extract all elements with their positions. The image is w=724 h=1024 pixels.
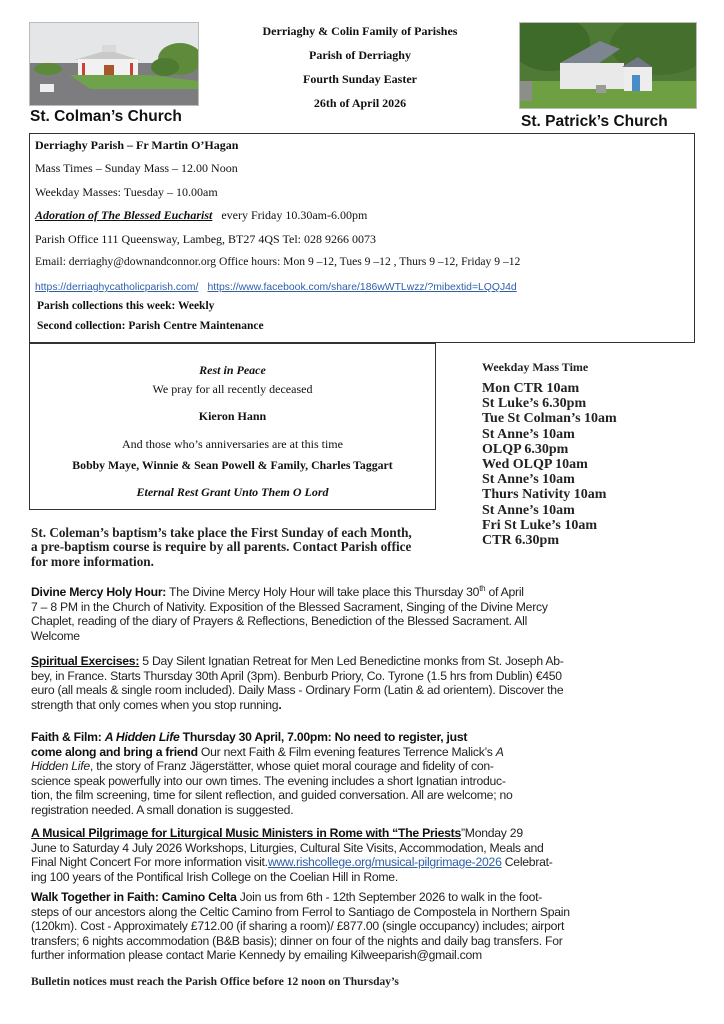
notice-text: steps of our ancestors along the Celtic Camino from Ferrol to Santiago de Compostela in Northern Spain [31,904,570,919]
bulletin-deadline-note: Bulletin notices must reach the Parish Office before 12 noon on Thursday’s [31,976,399,988]
divine-mercy-notice [31,585,691,643]
bulletin-date: 26th of April 2026 [313,96,407,110]
notice-text: Celebrat- [501,855,553,870]
liturgical-sunday: Fourth Sunday Easter [302,72,418,86]
notice-text: (120km). Cost - Approximately £712.00 (if sharing a room)/ £877.00 (single occupancy) includes; airport [31,919,565,934]
parish-info-box [29,133,695,343]
weekday-mass-item: Thurs Nativity 10am [482,487,607,503]
rest-in-peace-box [29,343,436,510]
notice-text: 7 – 8 PM in the Church of Nativity. Exposition of the Blessed Sacrament, Singing of the Divine Mercy [31,599,548,614]
facebook-link[interactable]: https://www.facebook.com/share/186wWTLwzz/?mibextid=LQQJ4d [207,282,517,293]
spiritual-exercises-title: Spiritual Exercises: [31,654,140,668]
sunday-mass-times: Mass Times – Sunday Mass – 12.00 Noon [35,161,238,175]
notice-text: , the story of Franz Jägerstätter, whose quiet moral courage and fidelity of con- [89,759,494,774]
spiritual-exercises-notice [31,654,691,712]
weekday-mass-title: Weekday Mass Time [482,360,589,374]
weekday-mass-item: Mon CTR 10am [482,381,580,396]
st-colmans-church-photo [29,22,199,106]
notice-text: further information please contact Marie Kennedy by emailing Kilweeparish@gmail.com [31,948,482,963]
st-patricks-church-caption: St. Patrick’s Church [521,113,668,130]
notice-text: ing 100 years of the Pontifical Irish College on the Coelian Hill in Rome. [31,869,398,884]
faith-film-title [31,730,467,744]
bulletin-header [232,22,488,118]
family-of-parishes-title: Derriaghy & Colin Family of Parishes [262,24,458,38]
notice-text: ”Monday 29 [460,826,523,840]
notice-text: transfers; 6 nights accommodation (B&B basis); dinner on four of the nights and daily bag transfers. For [31,933,563,948]
musical-pilgrimage-notice [31,826,691,884]
weekday-mass-item: Fri St Luke’s 10am [482,517,597,533]
anniversaries-names: Bobby Maye, Winnie & Sean Powell & Family, Charles Taggart [72,458,393,472]
baptism-line: for more information. [31,553,154,569]
recently-deceased-name: Kieron Hann [198,409,267,423]
notice-text: registration needed. A small donation is suggested. [31,802,294,817]
second-collection: Second collection: Parish Centre Maintenance [37,320,264,332]
camino-title: Walk Together in Faith: Camino Celta [31,890,237,904]
notice-text: 5 Day Silent Ignatian Retreat for Men Led Benedictine monks from St. Joseph Ab- [139,654,564,668]
notice-text: June to Saturday 4 July 2026 Workshops, Liturgies, Cultural Site Visits, Accommodation, Meals and [31,840,544,855]
film-title: A Hidden Life [104,730,180,744]
parish-collections: Parish collections this week: Weekly [37,300,215,312]
parish-priest: Derriaghy Parish – Fr Martin O’Hagan [35,138,239,152]
notice-text: . [278,697,282,712]
weekday-mass-times [482,360,617,548]
notice-text: Chaplet, reading of the diary of Prayers & Reflections, Benediction of the Blessed Sacrament. All [31,614,528,629]
weekday-mass-item: St Anne’s 10am [482,426,575,442]
notice-text: Faith & Film: [31,730,105,744]
parish-website-link[interactable]: https://derriaghycatholicparish.com/ [35,282,199,293]
parish-office-address: Parish Office 111 Queensway, Lambeg, BT27 4QS Tel: 028 9266 0073 [35,232,376,246]
weekday-mass-item: OLQP 6.30pm [482,441,569,457]
notice-text: Our next Faith & Film evening features Terrence Malick’s [197,744,496,759]
notice-text: of April [485,585,524,599]
st-patricks-church-photo [519,22,697,109]
film-title: Hidden Life [31,759,90,774]
links-line [35,279,517,294]
weekday-mass-item: CTR 6.30pm [482,533,560,549]
faith-and-film-notice [31,730,691,818]
notice-text: tion, the film screening, time for silent reflection, and guided conversation. All are welcome; no [31,788,513,803]
notice-text: Final Night Concert For more information visit. [31,855,268,870]
notice-text: euro (all meals & single room included). Daily Mass - Ordinary Form (Latin & ad orientem). Discover the [31,683,564,698]
weekday-mass-item: Wed OLQP 10am [482,457,588,473]
anniversaries-intro: And those who’s anniversaries are at this time [122,437,343,451]
notice-text: Welcome [31,628,80,643]
weekday-mass-item: St Luke’s 6.30pm [482,396,587,412]
baptism-line: St. Coleman’s baptism’s take place the First Sunday of each Month, [31,525,412,540]
rip-closing: Eternal Rest Grant Unto Them O Lord [136,485,329,499]
notice-text: th [479,583,486,593]
baptism-line: a pre-baptism course is require by all parents. Contact Parish office [31,539,412,555]
baptism-notice [31,526,471,569]
notice-text: Thursday 30 April, 7.00pm: No need to register, just [179,730,468,744]
irish-college-link[interactable]: www.rishcollege.org/musical-pilgrimage-2026 [267,855,502,870]
notice-text: come along and bring a friend [31,744,198,759]
notice-text: The Divine Mercy Holy Hour will take place this Thursday 30 [166,585,480,599]
email-office-hours: Email: derriaghy@downandconnor.org Office hours: Mon 9 –12, Tues 9 –12 , Thurs 9 –12, Friday 9 –12 [35,255,521,268]
weekday-masses: Weekday Masses: Tuesday – 10.00am [35,185,218,199]
musical-pilgrimage-title: A Musical Pilgrimage for Liturgical Music Ministers in Rome with “The Priests [31,826,461,840]
notice-text: bey, in France. Starts Thursday 30th April (3pm). Benburb Priory, Co. Tyrone (1.5 hrs from Dublin) €450 [31,668,562,683]
camino-celta-notice [31,890,691,963]
parish-name: Parish of Derriaghy [309,48,411,62]
rip-title: Rest in Peace [199,363,266,377]
weekday-mass-item: St Anne’s 10am [482,472,575,488]
weekday-mass-item: Tue St Colman’s 10am [482,411,617,427]
notice-text: science speak powerfully into our own times. The evening includes a short Ignatian introduc- [31,773,506,788]
adoration-title: Adoration of The Blessed Eucharist [35,208,213,222]
adoration-line [35,208,367,223]
weekday-mass-item: St Anne’s 10am [482,502,575,518]
divine-mercy-title: Divine Mercy Holy Hour: [31,585,167,599]
st-colmans-church-caption: St. Colman’s Church [30,108,182,125]
notice-text: strength that only comes when you stop running [31,697,279,712]
rip-prayer: We pray for all recently deceased [152,382,313,396]
notice-text: Join us from 6th - 12th September 2026 to walk in the foot- [236,890,543,904]
film-title: A [495,744,504,759]
adoration-time: every Friday 10.30am-6.00pm [221,208,368,222]
